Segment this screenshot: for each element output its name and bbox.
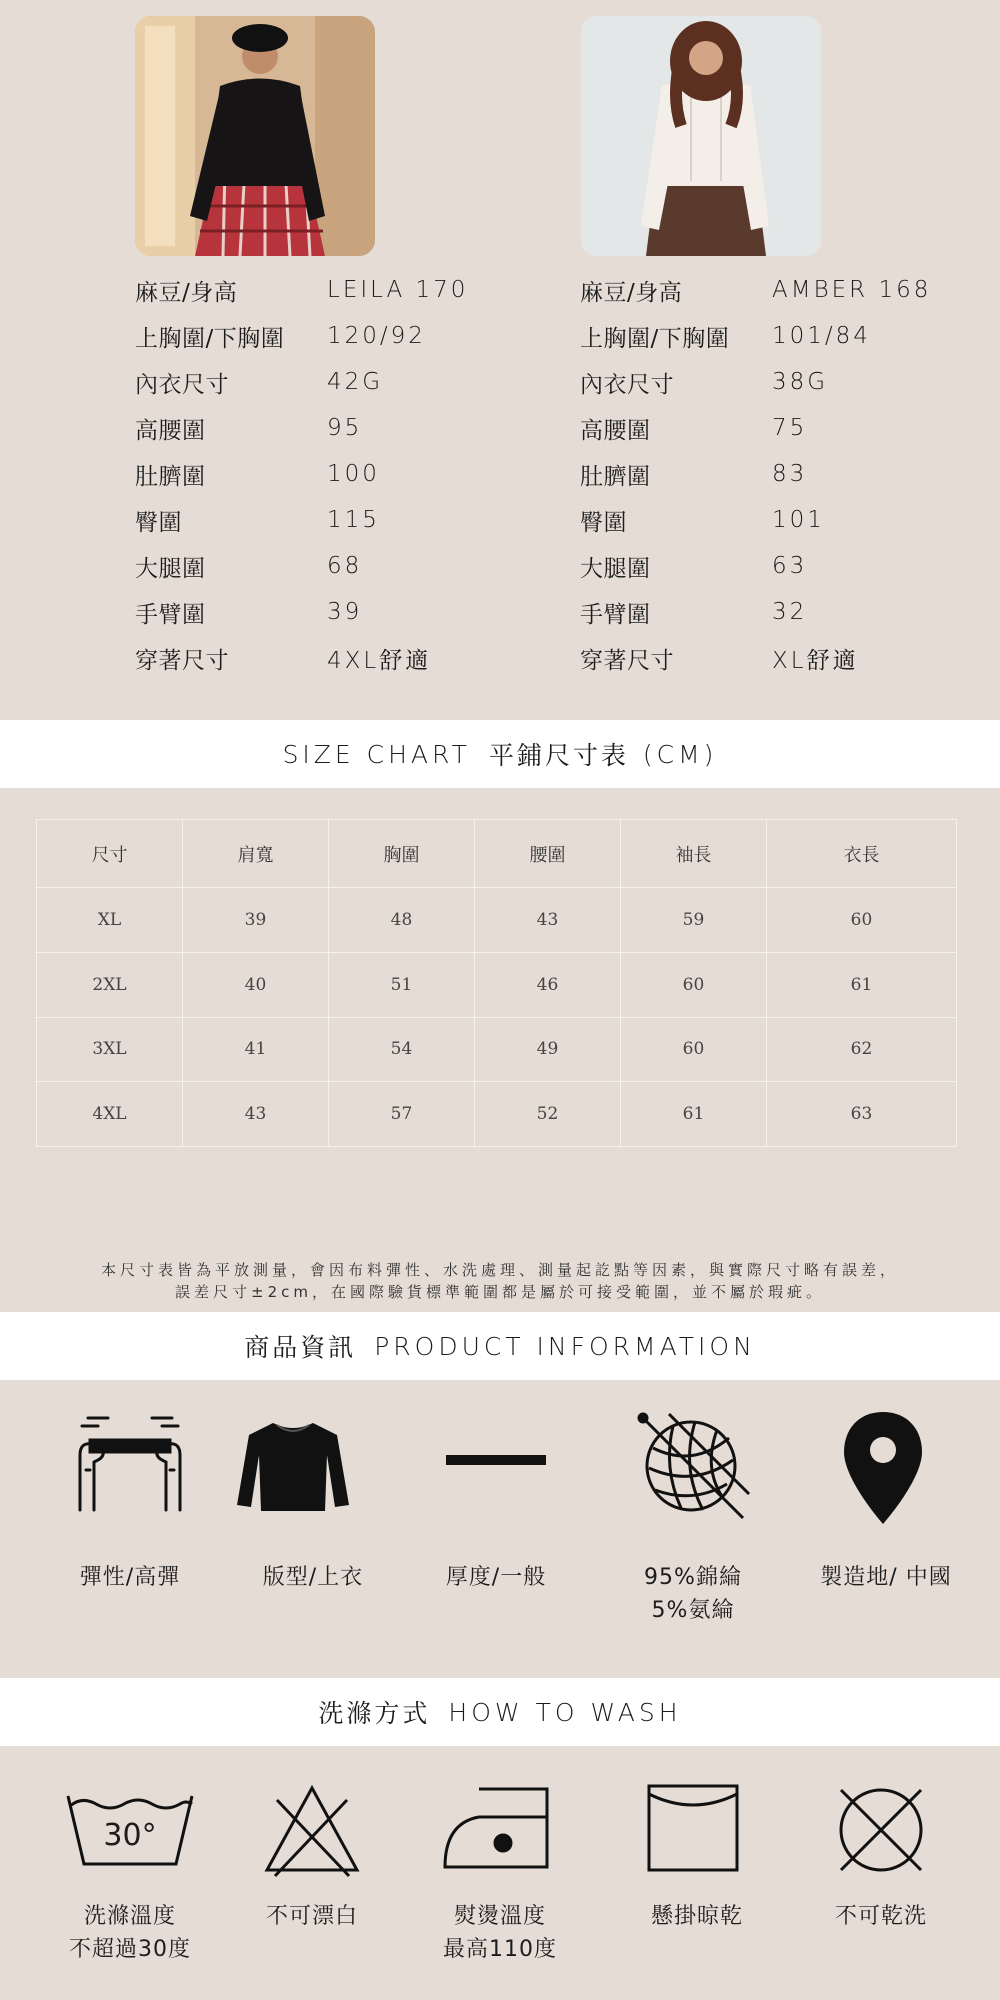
wash-line: 不可漂白 [265, 1904, 358, 1929]
info-value: 32 [772, 599, 808, 625]
info-row [135, 267, 575, 313]
info-value: 38G [772, 369, 829, 395]
wash-line: 不超過30度 [69, 1937, 191, 1962]
table-cell: 52 [475, 1082, 621, 1147]
feature-origin-label [786, 1561, 986, 1594]
model-info-amber [580, 267, 1000, 681]
info-value: 100 [327, 461, 380, 487]
table-cell: 49 [475, 1017, 621, 1082]
yarn-ball-icon [603, 1408, 783, 1528]
table-cell: 57 [329, 1082, 475, 1147]
info-row [135, 313, 575, 359]
size-chart-note [0, 1259, 1000, 1303]
info-label: 穿著尺寸 [580, 647, 674, 674]
info-value: 101/84 [772, 323, 871, 349]
table-header: 胸圍 [329, 820, 475, 888]
info-row [580, 589, 1000, 635]
feature-material-label [593, 1561, 793, 1627]
wash-title-zh: 洗滌方式 [318, 1699, 431, 1728]
info-value: 63 [772, 553, 808, 579]
feature-line: 製造地/ 中國 [820, 1565, 952, 1590]
table-cell: 46 [475, 952, 621, 1017]
info-row [580, 451, 1000, 497]
model-photo-amber [581, 16, 821, 256]
info-value: 101 [772, 507, 825, 533]
info-value: AMBER 168 [772, 277, 932, 303]
model-info-leila [135, 267, 575, 681]
wash-30-icon [40, 1782, 220, 1882]
info-label: 麻豆/身高 [580, 279, 683, 306]
info-value: 83 [772, 461, 808, 487]
info-label: 臀圍 [135, 509, 182, 536]
table-cell: 61 [621, 1082, 767, 1147]
info-label: 穿著尺寸 [135, 647, 229, 674]
info-value: 95 [327, 415, 363, 441]
table-cell: 4XL [37, 1082, 183, 1147]
info-row [580, 313, 1000, 359]
info-row [135, 589, 575, 635]
info-value: 120/92 [327, 323, 426, 349]
table-cell: 39 [183, 888, 329, 953]
info-row [135, 405, 575, 451]
product-info-banner [0, 1312, 1000, 1380]
info-row [580, 267, 1000, 313]
info-label: 臀圍 [580, 509, 627, 536]
feature-line: 厚度/一般 [445, 1565, 547, 1590]
info-row [580, 635, 1000, 681]
info-value: 68 [327, 553, 363, 579]
model-photo-leila [135, 16, 375, 256]
wash-banner [0, 1678, 1000, 1746]
info-value: 4XL舒適 [327, 647, 432, 674]
note-line-1: 本尺寸表皆為平放測量，會因布料彈性、水洗處理、測量起訖點等因素，與實際尺寸略有誤差， [100, 1261, 899, 1279]
table-cell: 2XL [37, 952, 183, 1017]
wash-line: 最高110度 [443, 1937, 557, 1962]
feature-line: 彈性/高彈 [79, 1565, 181, 1590]
wash-line: 不可乾洗 [834, 1904, 927, 1929]
info-label: 高腰圍 [135, 417, 206, 444]
info-label: 高腰圍 [580, 417, 651, 444]
no-dry-clean-caption [781, 1900, 981, 1933]
size-chart-title-en: SIZE CHART [282, 739, 471, 769]
table-cell: 40 [183, 952, 329, 1017]
info-label: 大腿圍 [135, 555, 206, 582]
table-cell: 51 [329, 952, 475, 1017]
table-cell: 60 [767, 888, 957, 953]
product-info-title-zh: 商品資訊 [244, 1333, 357, 1362]
wash-line: 懸掛晾乾 [650, 1904, 743, 1929]
table-cell: 59 [621, 888, 767, 953]
info-row [580, 405, 1000, 451]
info-label: 上胸圍/下胸圍 [580, 325, 730, 352]
info-row [580, 543, 1000, 589]
table-row [37, 888, 957, 953]
note-line-2: 誤差尺寸±2cm，在國際驗貨標準範圍都是屬於可接受範圍，並不屬於瑕疵。 [175, 1283, 825, 1301]
table-cell: 62 [767, 1017, 957, 1082]
table-cell: 3XL [37, 1017, 183, 1082]
no-bleach-caption [212, 1900, 412, 1933]
feature-stretch-label [30, 1561, 230, 1594]
info-value: LEILA 170 [327, 277, 469, 303]
no-bleach-icon [222, 1780, 402, 1880]
info-label: 肚臍圍 [580, 463, 651, 490]
wash-temp-caption [30, 1900, 230, 1966]
table-row [37, 1017, 957, 1082]
table-header: 腰圍 [475, 820, 621, 888]
hang-dry-icon [603, 1780, 783, 1876]
info-row [580, 497, 1000, 543]
info-value: 39 [327, 599, 363, 625]
info-label: 內衣尺寸 [135, 371, 229, 398]
info-label: 麻豆/身高 [135, 279, 238, 306]
info-row [135, 635, 575, 681]
info-row [135, 451, 575, 497]
table-header: 尺寸 [37, 820, 183, 888]
hang-dry-caption [597, 1900, 797, 1933]
wash-title-en: HOW TO WASH [448, 1697, 682, 1727]
feature-line: 版型/上衣 [262, 1565, 364, 1590]
table-header: 肩寬 [183, 820, 329, 888]
info-row [135, 497, 575, 543]
info-row [135, 359, 575, 405]
table-cell: 60 [621, 1017, 767, 1082]
info-label: 肚臍圍 [135, 463, 206, 490]
table-cell: 48 [329, 888, 475, 953]
iron-caption [400, 1900, 600, 1966]
info-value: XL舒適 [772, 647, 859, 674]
size-chart-banner [0, 720, 1000, 788]
table-cell: 60 [621, 952, 767, 1017]
wash-line: 熨燙溫度 [453, 1904, 546, 1929]
table-row [37, 952, 957, 1017]
feature-line: 95%錦綸 [644, 1565, 742, 1590]
stretch-icon [40, 1410, 220, 1520]
info-row [580, 359, 1000, 405]
long-sleeve-top-icon [203, 1415, 383, 1515]
table-cell: XL [37, 888, 183, 953]
info-value: 75 [772, 415, 808, 441]
wash-line: 洗滌溫度 [83, 1904, 176, 1929]
table-cell: 63 [767, 1082, 957, 1147]
info-label: 手臂圍 [580, 601, 651, 628]
size-table [36, 819, 957, 1147]
iron-icon [409, 1783, 589, 1873]
info-label: 手臂圍 [135, 601, 206, 628]
info-label: 內衣尺寸 [580, 371, 674, 398]
table-header-row [37, 820, 957, 888]
table-cell: 41 [183, 1017, 329, 1082]
info-value: 115 [327, 507, 380, 533]
table-cell: 43 [183, 1082, 329, 1147]
table-row [37, 1082, 957, 1147]
feature-line: 5%氨綸 [651, 1598, 735, 1623]
location-pin-icon [793, 1408, 973, 1528]
feature-fit-label [213, 1561, 413, 1594]
info-label: 大腿圍 [580, 555, 651, 582]
table-cell: 61 [767, 952, 957, 1017]
thickness-line-icon [406, 1445, 586, 1475]
table-header: 袖長 [621, 820, 767, 888]
table-cell: 54 [329, 1017, 475, 1082]
info-label: 上胸圍/下胸圍 [135, 325, 285, 352]
table-header: 衣長 [767, 820, 957, 888]
table-cell: 43 [475, 888, 621, 953]
size-chart-unit: (CM) [642, 739, 718, 769]
info-value: 42G [327, 369, 384, 395]
product-info-title-en: PRODUCT INFORMATION [374, 1331, 756, 1361]
size-chart-title-zh: 平鋪尺寸表 [488, 741, 629, 770]
feature-thickness-label [396, 1561, 596, 1594]
wash-temp-label: 30° [103, 1818, 157, 1853]
no-dry-clean-icon [791, 1780, 971, 1880]
info-row [135, 543, 575, 589]
